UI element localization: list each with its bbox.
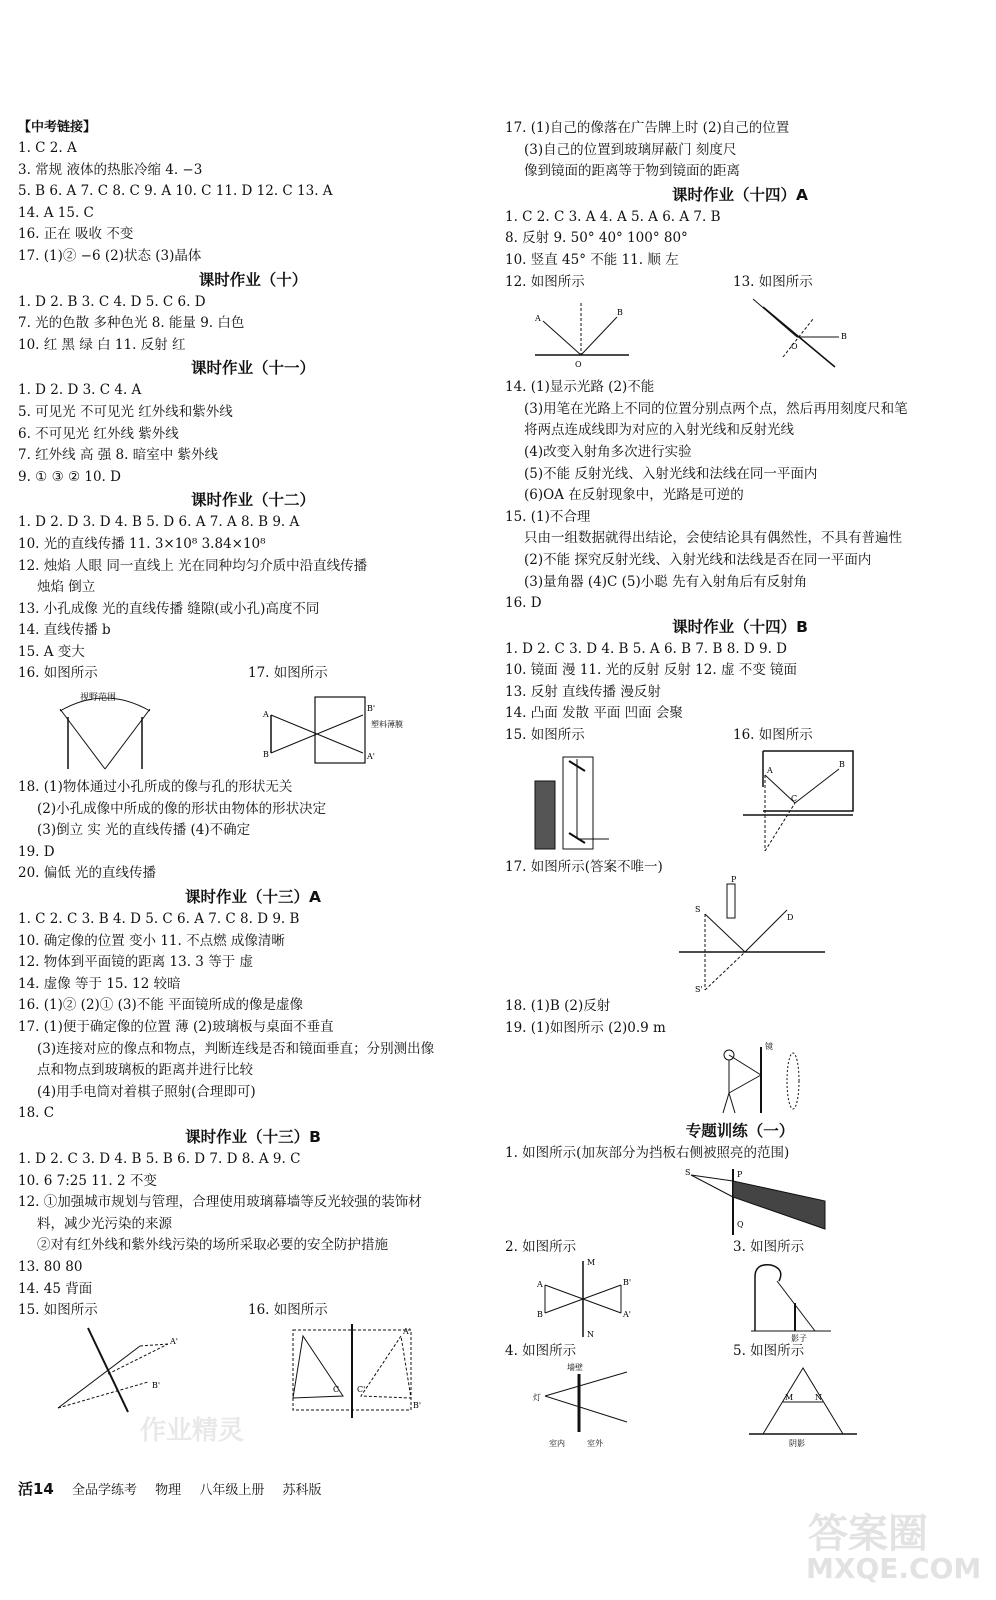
answer-line: 14. 虚像 等于 15. 12 较暗 (18, 975, 181, 992)
answer-line: 5. 可见光 不可见光 红外线和紫外线 (18, 403, 233, 420)
svg-text:B': B' (152, 1380, 161, 1390)
svg-text:A': A' (403, 1326, 411, 1336)
svg-text:S: S (695, 905, 701, 915)
reflection-diagram-13 (743, 293, 863, 373)
answer-line: 13. 80 80 (18, 1258, 83, 1275)
answer-line: 1. C 2. C 3. A 4. A 5. A 6. A 7. B (505, 208, 721, 225)
z4-wall: 墙壁 (567, 1363, 583, 1373)
answer-line: (2)小孔成像中所成的像的形状由物体的形状决定 (37, 800, 327, 817)
q16-caption: 16. 如图所示 (18, 665, 98, 682)
answer-line: 12. 烛焰 人眼 同一直线上 光在同种均匀介质中沿直线传播 (18, 557, 368, 574)
figure-row (505, 1362, 975, 1448)
section-heading-11: 课时作业（十一） (190, 359, 315, 378)
answer-line (505, 1341, 975, 1363)
answer-line: 10. 确定像的位置 变小 11. 不点燃 成像清晰 (18, 932, 285, 949)
answer-line: (3)连接对应的像点和物点，判断连线是否和镜面垂直；分别测出像 (37, 1040, 435, 1057)
svg-text:B': B' (623, 1277, 632, 1287)
answer-line: 20. 偏低 光的直线传播 (18, 865, 157, 882)
svg-text:C: C (333, 1384, 340, 1394)
answer-line: 1. D 2. C 3. D 4. B 5. B 6. D 7. D 8. A 9. C (18, 1150, 301, 1167)
section-heading-13b: 课时作业（十三）B (185, 1127, 321, 1146)
answer-line: 13. 反射 直线传播 漫反射 (505, 683, 661, 700)
answer-line: 将两点连成线即为对应的入射光线和反射光线 (524, 422, 794, 439)
left-column (18, 118, 488, 1422)
q16-caption: 16. 如图所示 (733, 727, 813, 744)
svg-text:N: N (815, 1393, 822, 1403)
answer-line: 像到镜面的距离等于物到镜面的距离 (524, 163, 740, 180)
answer-line: 6. 不可见光 红外线 紫外线 (18, 425, 179, 442)
svg-text:A: A (263, 710, 269, 720)
answer-line: 14. (1)显示光路 (2)不能 (505, 379, 655, 396)
answer-line: 19. D (18, 843, 55, 860)
answer-line: 14. 直线传播 b (18, 622, 111, 639)
pinhole-diagram-2 (535, 1259, 635, 1339)
answer-line: 8. 反射 9. 50° 40° 100° 80° (505, 230, 688, 247)
answer-line: 1. D 2. D 3. C 4. A (18, 382, 142, 399)
svg-text:O: O (791, 342, 798, 352)
page-footer (18, 1478, 336, 1499)
answer-line: 5. B 6. A 7. C 8. C 9. A 10. C 11. D 12. C 13. A (18, 183, 333, 200)
watermark-brand: 答案圈 (808, 1511, 928, 1557)
subject-name: 物理 (155, 1483, 182, 1498)
answer-line: 14. 凸面 发散 平面 凹面 会聚 (505, 705, 683, 722)
answer-line: 1. D 2. C 3. D 4. B 5. A 6. B 7. B 8. D 9. D (505, 640, 788, 657)
answer-line: 14. A 15. C (18, 204, 94, 221)
answer-line: 17. (1)便于确定像的位置 薄 (2)玻璃板与桌面不垂直 (18, 1019, 334, 1035)
svg-text:B': B' (367, 704, 376, 714)
lamp-shadow-diagram (751, 1259, 841, 1341)
answer-line: 7. 光的色散 多种色光 8. 能量 9. 白色 (18, 315, 245, 332)
answer-line: (2)不能 探究反射光线、入射光线和法线是否在同一平面内 (524, 551, 872, 568)
answer-line (505, 1237, 975, 1259)
page-number: 活14 (18, 1480, 54, 1498)
svg-text:A': A' (170, 1336, 178, 1346)
answer-line: 1. D 2. D 3. D 4. B 5. D 6. A 7. A 8. B 9. A (18, 514, 300, 531)
answer-line: (3)用笔在光路上不同的位置分别点两个点，然后再用刻度尺和笔 (524, 400, 908, 417)
svg-text:A: A (767, 765, 773, 775)
answer-line: 点和物点到玻璃板的距离并进行比较 (37, 1062, 253, 1079)
answer-line: 10. 光的直线传播 11. 3×10⁸ 3.84×10⁸ (18, 535, 266, 552)
z4-lamp: 灯 (533, 1393, 541, 1403)
watermark-mid: 作业精灵 (140, 1416, 245, 1446)
answer-line: 17. 如图所示(答案不唯一) (505, 858, 663, 875)
grade-name: 八年级上册 (199, 1483, 265, 1498)
z4-in: 室内 (549, 1439, 565, 1449)
answer-line: 13. 小孔成像 光的直线传播 缝隙(或小孔)高度不同 (18, 600, 320, 617)
section-heading-13a: 课时作业（十三）A (185, 888, 321, 907)
z3-caption: 3. 如图所示 (733, 1239, 805, 1256)
fig19-label: 镜 (765, 1042, 773, 1052)
watermark-site: MXQE.COM (806, 1552, 982, 1585)
figure-row (18, 685, 488, 777)
fig16-label: 视野范围 (80, 693, 117, 704)
answer-line: (3)倒立 实 光的直线传播 (4)不确定 (37, 822, 251, 839)
answer-line: 16. D (505, 595, 542, 612)
answer-line: 15. A 变大 (18, 643, 85, 660)
answer-line (505, 272, 975, 294)
answer-line: 18. (1)物体通过小孔所成的像与孔的形状无关 (18, 779, 293, 796)
reflection-diagram-12 (529, 297, 639, 373)
fig17-label: 塑料薄膜 (371, 720, 403, 730)
z5-caption: 5. 如图所示 (733, 1342, 805, 1359)
z5-label: 阴影 (789, 1439, 805, 1449)
window-view-diagram (531, 1362, 641, 1448)
pinhole-camera-diagram (263, 687, 413, 773)
answer-line: 3. 常规 液体的热胀冷缩 4. −3 (18, 161, 203, 178)
figure-row (505, 1039, 975, 1119)
answer-line: 16. (1)② (2)① (3)不能 平面镜所成的像是虚像 (18, 997, 304, 1014)
mirror-image-diagram (48, 1322, 188, 1420)
svg-text:S': S' (695, 985, 703, 995)
svg-text:C': C' (357, 1384, 366, 1394)
answer-line: 16. 正在 吸收 不变 (18, 226, 134, 243)
reflection-path-diagram (675, 875, 835, 996)
svg-text:A: A (535, 314, 541, 324)
svg-text:B: B (841, 332, 847, 342)
svg-text:B: B (617, 308, 623, 318)
svg-text:O: O (575, 360, 582, 370)
svg-text:N: N (587, 1329, 594, 1339)
svg-text:C: C (791, 793, 798, 803)
figure-row (505, 875, 975, 996)
answer-line: 烛焰 倒立 (37, 579, 96, 596)
figure-row (505, 747, 975, 857)
answer-line: (3)自己的位置到玻璃屏蔽门 刻度尺 (524, 141, 737, 158)
answer-line: 18. C (18, 1105, 55, 1122)
answer-line: (6)OA 在反射现象中，光路是可逆的 (524, 487, 744, 504)
answer-line: 只由一组数据就得出结论，会使结论具有偶然性，不具有普遍性 (524, 530, 902, 547)
section-heading-14b: 课时作业（十四）B (672, 617, 808, 636)
answer-line: 1. C 2. C 3. B 4. D 5. C 6. A 7. C 8. D 9. B (18, 911, 300, 928)
figure-row (505, 1165, 975, 1237)
q13-caption: 13. 如图所示 (733, 273, 813, 290)
section-heading-12: 课时作业（十二） (190, 491, 315, 510)
svg-text:D: D (787, 913, 794, 923)
svg-text:B: B (839, 759, 845, 769)
z3-label: 影子 (791, 1333, 807, 1343)
svg-text:B: B (537, 1309, 543, 1319)
answer-line: 1. D 2. B 3. C 4. D 5. C 6. D (18, 293, 206, 310)
q15-caption: 15. 如图所示 (505, 727, 585, 744)
section-heading-14a: 课时作业（十四）A (672, 185, 808, 204)
answer-line: 15. (1)不合理 (505, 508, 591, 525)
answer-line: (3)量角器 (4)C (5)小聪 先有入射角后有反射角 (524, 573, 808, 590)
symmetric-image-diagram (273, 1322, 433, 1420)
z2-caption: 2. 如图所示 (505, 1239, 577, 1256)
answer-line (505, 725, 975, 747)
answer-line: 1. C 2. A (18, 140, 77, 156)
q12-caption: 12. 如图所示 (505, 273, 585, 290)
svg-text:Q: Q (737, 1220, 744, 1230)
answer-line: 17. (1)② −6 (2)状态 (3)晶体 (18, 247, 202, 264)
edition-name: 苏科版 (282, 1483, 322, 1498)
answer-line: 料，减少光污染的来源 (37, 1215, 172, 1232)
answer-line: (4)用手电筒对着棋子照射(合理即可) (37, 1083, 256, 1100)
figure-row (505, 1259, 975, 1341)
svg-text:P: P (737, 1170, 743, 1180)
svg-text:P: P (731, 875, 737, 885)
svg-text:S: S (685, 1168, 691, 1178)
zhongkao-heading: 【中考链接】 (18, 120, 97, 135)
viewing-range-diagram (50, 687, 160, 773)
answer-line (18, 663, 488, 685)
answer-line: 12. ①加强城市规划与管理，合理使用玻璃幕墙等反光较强的装饰材 (18, 1194, 422, 1211)
svg-text:A: A (537, 1279, 543, 1289)
answer-line: 14. 45 背面 (18, 1280, 93, 1297)
mirror-box-diagram (743, 747, 863, 855)
answer-line: 10. 6 7:25 11. 2 不变 (18, 1172, 157, 1189)
svg-text:M: M (587, 1257, 596, 1267)
z4-out: 室外 (587, 1439, 603, 1449)
right-column (505, 118, 975, 1448)
section-heading-10: 课时作业（十） (198, 270, 308, 289)
answer-line: (4)改变入射角多次进行实验 (524, 443, 692, 460)
series-name: 全品学练考 (72, 1483, 138, 1498)
svg-text:B: B (263, 750, 269, 760)
z4-caption: 4. 如图所示 (505, 1342, 577, 1359)
answer-line: 1. 如图所示(加灰部分为挡板右侧被照亮的范围) (505, 1145, 790, 1162)
answer-line: 12. 物体到平面镜的距离 13. 3 等于 虚 (18, 954, 253, 971)
answer-line: (5)不能 反射光线、入射光线和法线在同一平面内 (524, 465, 818, 482)
answer-line: 10. 镜面 漫 11. 光的反射 反射 12. 虚 不变 镜面 (505, 662, 798, 679)
answer-line: 19. (1)如图所示 (2)0.9 m (505, 1019, 666, 1036)
svg-text:A': A' (623, 1309, 631, 1319)
periscope-diagram (529, 751, 619, 855)
section-heading-zt1: 专题训练（一） (685, 1122, 795, 1141)
svg-text:M: M (785, 1393, 794, 1403)
answer-line (18, 1300, 488, 1322)
answer-line: 10. 红 黑 绿 白 11. 反射 红 (18, 336, 186, 353)
answer-line: 10. 竖直 45° 不能 11. 顺 左 (505, 251, 679, 268)
answer-line: 9. ① ③ ② 10. D (18, 468, 121, 485)
figure-row (505, 293, 975, 377)
q17-caption: 17. 如图所示 (248, 665, 328, 682)
svg-text:B': B' (413, 1400, 422, 1410)
shadow-range-diagram (685, 1167, 835, 1237)
q15-caption: 15. 如图所示 (18, 1302, 98, 1319)
answer-line: 7. 红外线 高 强 8. 暗室中 紫外线 (18, 447, 219, 464)
svg-text:A': A' (367, 752, 375, 762)
mirror-person-diagram (711, 1041, 811, 1117)
answer-line: 17. (1)自己的像落在广告牌上时 (2)自己的位置 (505, 120, 790, 136)
answer-line: 18. (1)B (2)反射 (505, 998, 611, 1015)
answer-line: ②对有红外线和紫外线污染的场所采取必要的安全防护措施 (37, 1237, 388, 1254)
figure-row (18, 1322, 488, 1422)
q16-caption: 16. 如图所示 (248, 1302, 328, 1319)
triangle-shadow-diagram (749, 1362, 859, 1448)
